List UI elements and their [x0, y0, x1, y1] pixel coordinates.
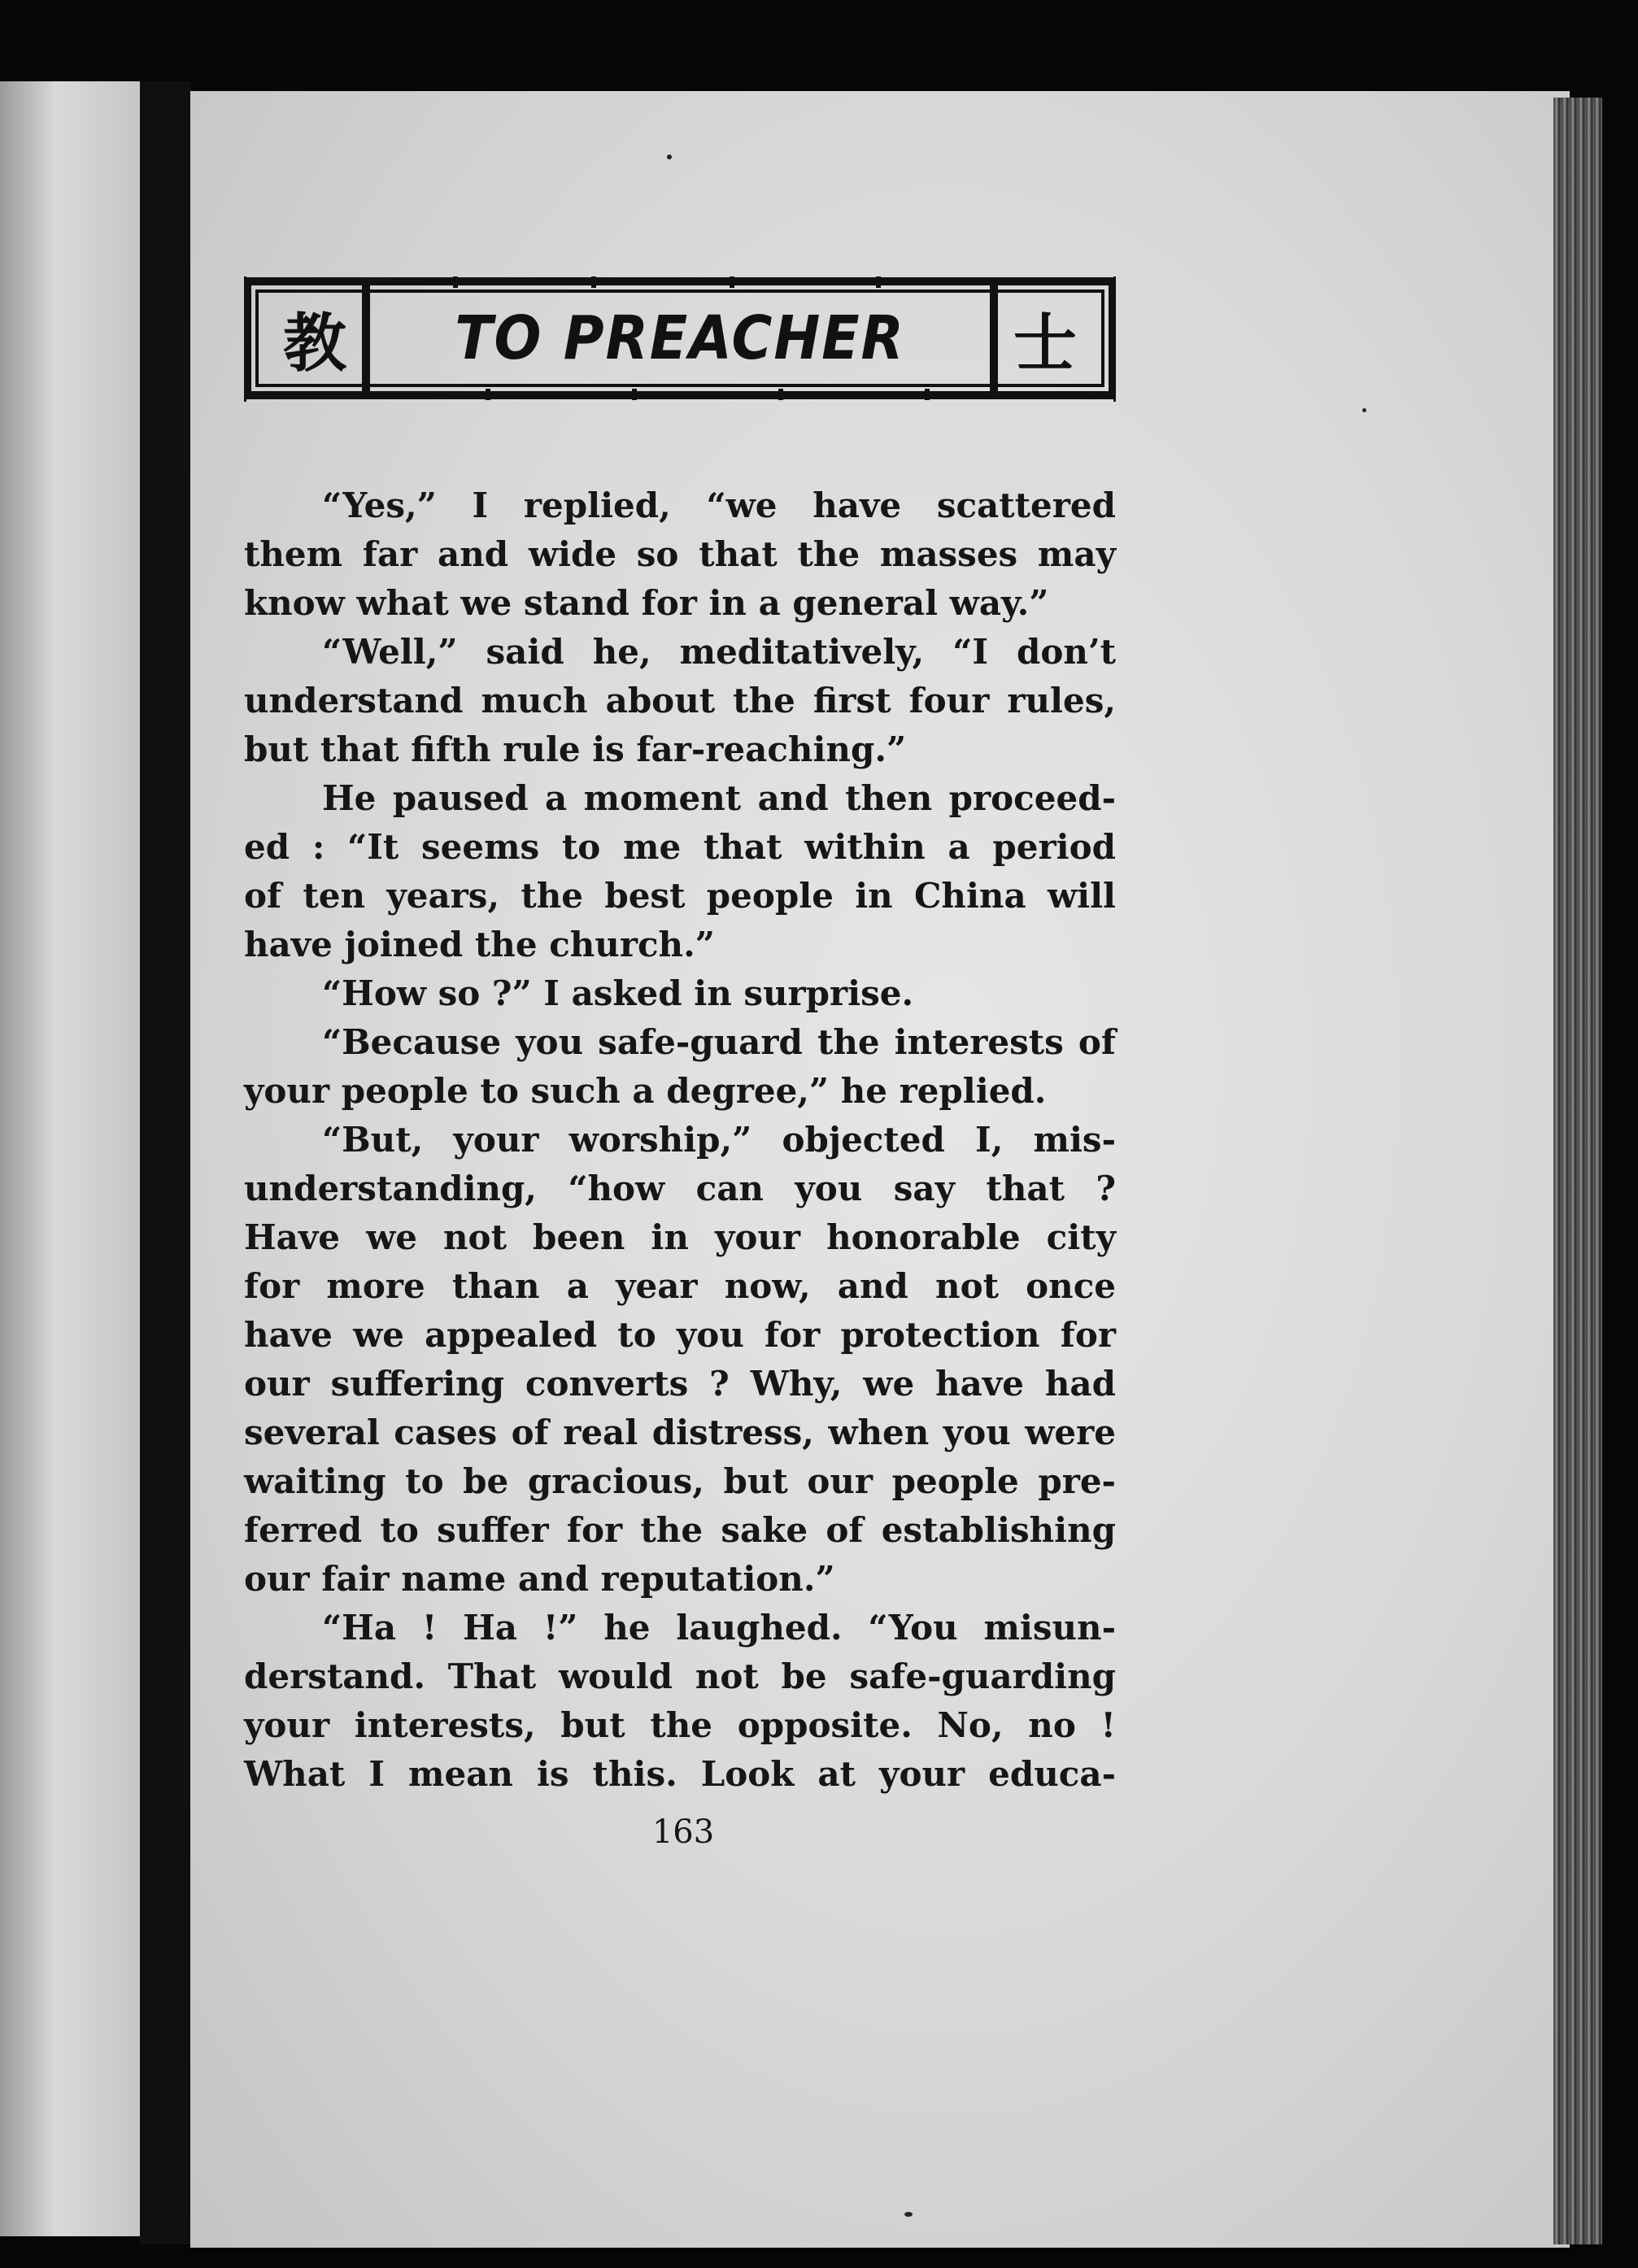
previous-page-edge	[0, 81, 140, 2236]
chapter-title: TO PREACHER	[455, 303, 905, 373]
text-line: know what we stand for in a general way.”	[244, 583, 1049, 623]
text-line: of ten years, the best people in China will	[244, 876, 1116, 916]
text-line: several cases of real distress, when you were	[244, 1413, 1116, 1452]
text-line: for more than a year now, and not once	[244, 1266, 1116, 1306]
chapter-header-banner	[244, 275, 1116, 402]
text-line: our fair name and reputation.”	[244, 1559, 835, 1599]
book-binding	[140, 81, 190, 2244]
page-stack-edge	[1553, 98, 1602, 2244]
text-line: “Yes,” I replied, “we have scattered	[322, 485, 1116, 525]
page-number: 163	[651, 1813, 715, 1851]
text-line: them far and wide so that the masses may	[244, 534, 1116, 574]
text-line: He paused a moment and then proceed-	[322, 778, 1116, 818]
text-line: but that fifth rule is far-reaching.”	[244, 729, 907, 769]
text-line: “Well,” said he, meditatively, “I don’t	[322, 632, 1116, 672]
text-line: What I mean is this. Look at your educa-	[244, 1754, 1116, 1794]
text-line: “Because you safe-guard the interests of	[322, 1022, 1116, 1062]
text-line: derstand. That would not be safe-guarding	[244, 1656, 1116, 1696]
text-line: your people to such a degree,” he replied.	[244, 1071, 1047, 1111]
chinese-character-left: 教	[282, 307, 346, 381]
text-line: waiting to be gracious, but our people pre-	[244, 1461, 1116, 1501]
page-body-text	[244, 481, 1116, 1799]
paper-speck	[667, 155, 672, 159]
text-line: Have we not been in your honorable city	[244, 1217, 1116, 1257]
text-line: “Ha ! Ha !” he laughed. “You misun-	[322, 1608, 1116, 1648]
text-line: ferred to suffer for the sake of establishing	[244, 1510, 1116, 1550]
text-line: understand much about the first four rules,	[244, 681, 1116, 720]
text-line: “But, your worship,” objected I, mis-	[322, 1120, 1116, 1160]
paper-speck	[904, 2212, 913, 2217]
chinese-character-right: 士	[1013, 307, 1077, 381]
text-line: our suffering converts ? Why, we have had	[244, 1364, 1116, 1404]
paper-speck	[1362, 408, 1366, 412]
text-line: ed : “It seems to me that within a period	[244, 827, 1116, 867]
text-line: your interests, but the opposite. No, no !	[244, 1705, 1116, 1745]
text-line: “How so ?” I asked in surprise.	[322, 973, 914, 1013]
text-line: have we appealed to you for protection for	[244, 1315, 1116, 1355]
text-line: have joined the church.”	[244, 925, 715, 964]
text-line: understanding, “how can you say that ?	[244, 1169, 1116, 1208]
